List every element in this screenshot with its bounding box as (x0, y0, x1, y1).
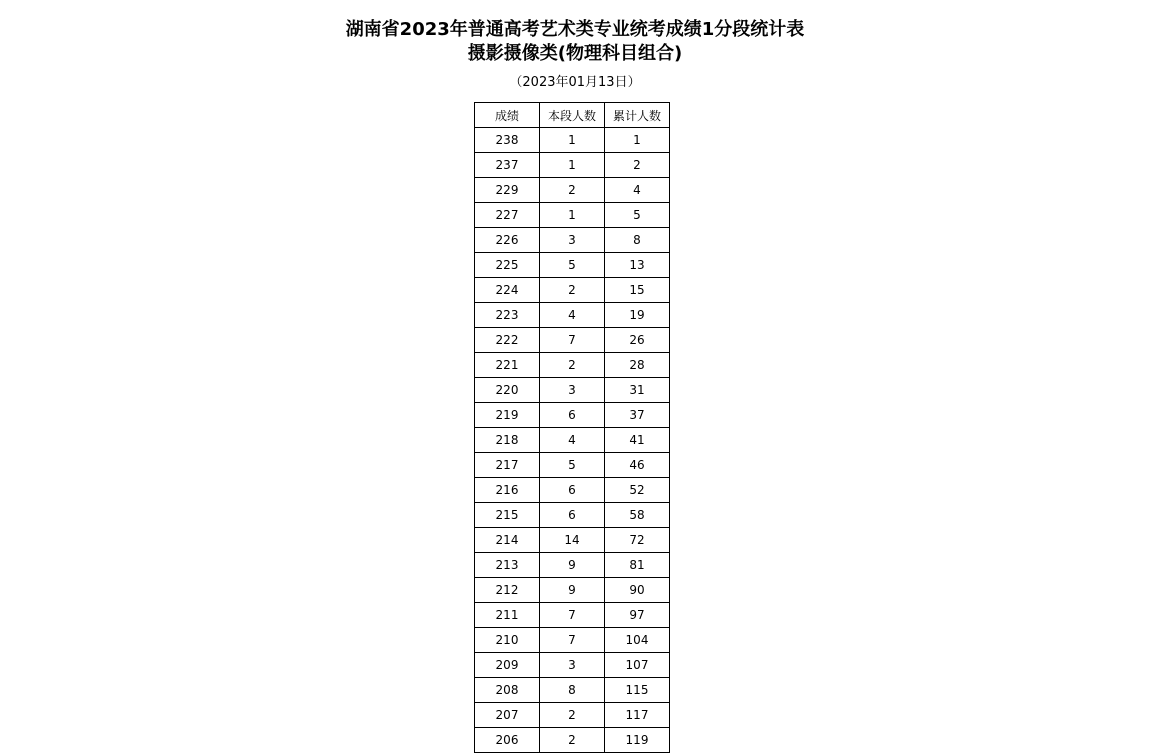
segment-count-cell: 8 (540, 678, 605, 703)
table-row (475, 478, 670, 503)
cumulative-count-cell: 28 (605, 353, 670, 378)
score-cell: 224 (475, 278, 540, 303)
segment-count-cell: 9 (540, 553, 605, 578)
score-cell: 210 (475, 628, 540, 653)
score-cell: 206 (475, 728, 540, 753)
segment-count-cell: 1 (540, 128, 605, 153)
table-row (475, 328, 670, 353)
segment-count-cell: 6 (540, 478, 605, 503)
cumulative-count-cell: 115 (605, 678, 670, 703)
table-row (475, 203, 670, 228)
cumulative-count-cell: 1 (605, 128, 670, 153)
table-row (475, 278, 670, 303)
table-row (475, 303, 670, 328)
table-row (475, 178, 670, 203)
cumulative-count-cell: 119 (605, 728, 670, 753)
cumulative-count-cell: 13 (605, 253, 670, 278)
segment-count-cell: 6 (540, 503, 605, 528)
segment-count-cell: 3 (540, 378, 605, 403)
publish-date: （2023年01月13日） (509, 75, 641, 90)
cumulative-count-cell: 4 (605, 178, 670, 203)
segment-count-cell: 14 (540, 528, 605, 553)
table-row (475, 678, 670, 703)
score-cell: 214 (475, 528, 540, 553)
segment-count-cell: 2 (540, 278, 605, 303)
segment-count-cell: 3 (540, 228, 605, 253)
score-cell: 215 (475, 503, 540, 528)
segment-count-cell: 4 (540, 428, 605, 453)
table-row (475, 628, 670, 653)
table-row (475, 228, 670, 253)
table-row (475, 428, 670, 453)
cumulative-count-cell: 58 (605, 503, 670, 528)
score-cell: 229 (475, 178, 540, 203)
score-cell: 218 (475, 428, 540, 453)
segment-count-cell: 1 (540, 153, 605, 178)
table-row (475, 553, 670, 578)
score-cell: 212 (475, 578, 540, 603)
segment-count-cell: 3 (540, 653, 605, 678)
score-cell: 223 (475, 303, 540, 328)
cumulative-count-cell: 15 (605, 278, 670, 303)
cumulative-count-cell: 26 (605, 328, 670, 353)
table-row (475, 653, 670, 678)
score-distribution-table (474, 102, 670, 753)
segment-count-cell: 7 (540, 328, 605, 353)
segment-count-cell: 7 (540, 628, 605, 653)
cumulative-count-cell: 90 (605, 578, 670, 603)
score-cell: 209 (475, 653, 540, 678)
score-cell: 208 (475, 678, 540, 703)
segment-count-cell: 2 (540, 178, 605, 203)
cumulative-count-cell: 107 (605, 653, 670, 678)
score-cell: 226 (475, 228, 540, 253)
page-subtitle: 摄影摄像类(物理科目组合) (467, 43, 683, 64)
page-title: 湖南省2023年普通高考艺术类专业统考成绩1分段统计表 (345, 19, 805, 40)
segment-count-cell: 2 (540, 728, 605, 753)
cumulative-count-cell: 46 (605, 453, 670, 478)
table-row (475, 703, 670, 728)
segment-count-cell: 2 (540, 703, 605, 728)
score-cell: 213 (475, 553, 540, 578)
cumulative-count-cell: 97 (605, 603, 670, 628)
table-row (475, 128, 670, 153)
cumulative-count-cell: 5 (605, 203, 670, 228)
segment-count-cell: 1 (540, 203, 605, 228)
table-row (475, 403, 670, 428)
segment-count-cell: 7 (540, 603, 605, 628)
segment-count-cell: 5 (540, 253, 605, 278)
score-cell: 237 (475, 153, 540, 178)
cumulative-count-cell: 31 (605, 378, 670, 403)
score-cell: 238 (475, 128, 540, 153)
score-cell: 227 (475, 203, 540, 228)
score-cell: 216 (475, 478, 540, 503)
table-header-row (475, 103, 670, 128)
column-header-score: 成绩 (475, 103, 540, 128)
score-cell: 207 (475, 703, 540, 728)
segment-count-cell: 5 (540, 453, 605, 478)
table-row (475, 353, 670, 378)
score-cell: 219 (475, 403, 540, 428)
cumulative-count-cell: 41 (605, 428, 670, 453)
table-row (475, 253, 670, 278)
score-cell: 217 (475, 453, 540, 478)
cumulative-count-cell: 19 (605, 303, 670, 328)
cumulative-count-cell: 52 (605, 478, 670, 503)
cumulative-count-cell: 117 (605, 703, 670, 728)
table-row (475, 153, 670, 178)
cumulative-count-cell: 37 (605, 403, 670, 428)
segment-count-cell: 6 (540, 403, 605, 428)
score-cell: 221 (475, 353, 540, 378)
cumulative-count-cell: 2 (605, 153, 670, 178)
segment-count-cell: 4 (540, 303, 605, 328)
table-row (475, 728, 670, 753)
score-cell: 222 (475, 328, 540, 353)
table-row (475, 453, 670, 478)
segment-count-cell: 2 (540, 353, 605, 378)
cumulative-count-cell: 8 (605, 228, 670, 253)
segment-count-cell: 9 (540, 578, 605, 603)
table-row (475, 578, 670, 603)
column-header-segment-count: 本段人数 (540, 103, 605, 128)
column-header-cumulative-count: 累计人数 (605, 103, 670, 128)
score-cell: 225 (475, 253, 540, 278)
score-cell: 211 (475, 603, 540, 628)
score-cell: 220 (475, 378, 540, 403)
table-row (475, 528, 670, 553)
table-row (475, 378, 670, 403)
cumulative-count-cell: 104 (605, 628, 670, 653)
table-row (475, 503, 670, 528)
table-row (475, 603, 670, 628)
cumulative-count-cell: 72 (605, 528, 670, 553)
cumulative-count-cell: 81 (605, 553, 670, 578)
